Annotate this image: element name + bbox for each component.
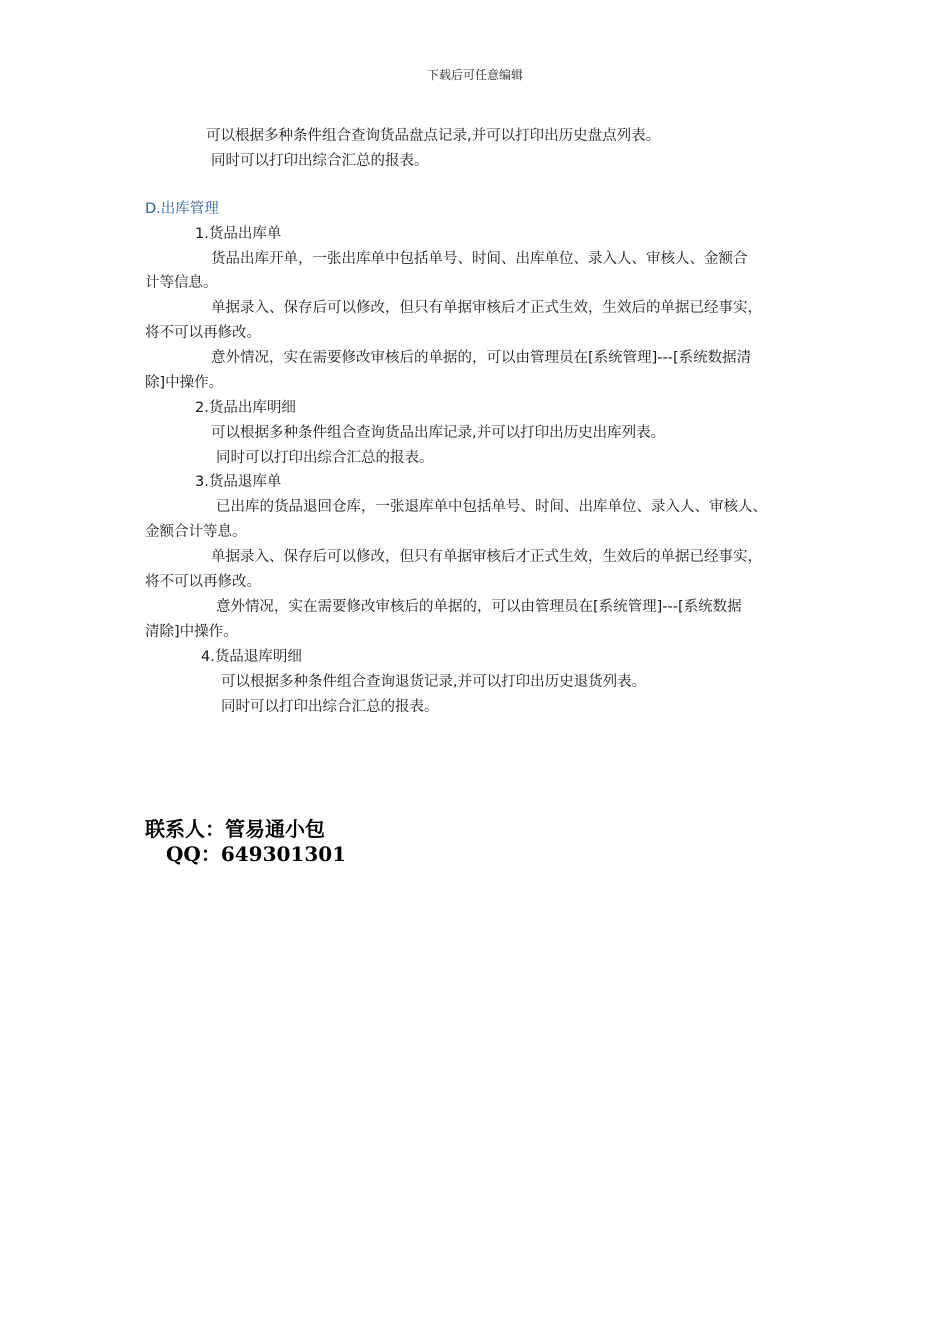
paragraph-line: 计等信息。: [145, 275, 218, 291]
page-header: 下载后可任意编辑: [426, 68, 523, 82]
item-title-2: 2.货品出库明细: [195, 400, 296, 416]
item-title-4: 4.货品退库明细: [201, 649, 302, 665]
paragraph-line: 将不可以再修改。: [145, 574, 261, 590]
item-title-3: 3.货品退库单: [195, 474, 282, 490]
item-title-1: 1.货品出库单: [195, 226, 282, 242]
paragraph-line: 同时可以打印出综合汇总的报表。: [221, 699, 439, 715]
paragraph-line: 意外情况，实在需要修改审核后的单据的，可以由管理员在[系统管理]---[系统数据清: [211, 350, 752, 366]
paragraph-line: 单据录入、保存后可以修改，但只有单据审核后才正式生效，生效后的单据已经事实，: [211, 549, 762, 565]
paragraph-line: 清除]中操作。: [145, 624, 238, 640]
paragraph-line: 将不可以再修改。: [145, 325, 261, 341]
paragraph-line: 已出库的货品退回仓库，一张退库单中包括单号、时间、出库单位、录入人、审核人、: [216, 499, 767, 515]
paragraph-line: 金额合计等息。: [145, 524, 247, 540]
paragraph-line: 除]中操作。: [145, 375, 224, 391]
contact-person: 联系人：管易通小包: [145, 817, 325, 841]
section-title: D.出库管理: [145, 201, 219, 217]
paragraph-line: 意外情况，实在需要修改审核后的单据的，可以由管理员在[系统管理]---[系统数据: [216, 599, 742, 615]
paragraph-line: 同时可以打印出综合汇总的报表。: [216, 450, 434, 466]
paragraph-line: 单据录入、保存后可以修改，但只有单据审核后才正式生效，生效后的单据已经事实，: [211, 300, 762, 316]
intro-line-2: 同时可以打印出综合汇总的报表。: [211, 153, 429, 169]
paragraph-line: 货品出库开单，一张出库单中包括单号、时间、出库单位、录入人、审核人、金额合: [211, 251, 748, 267]
paragraph-line: 可以根据多种条件组合查询退货记录,并可以打印出历史退货列表。: [221, 674, 647, 690]
intro-line-1: 可以根据多种条件组合查询货品盘点记录,并可以打印出历史盘点列表。: [206, 128, 661, 144]
contact-qq: QQ：649301301: [166, 842, 347, 866]
paragraph-line: 可以根据多种条件组合查询货品出库记录,并可以打印出历史出库列表。: [211, 425, 666, 441]
